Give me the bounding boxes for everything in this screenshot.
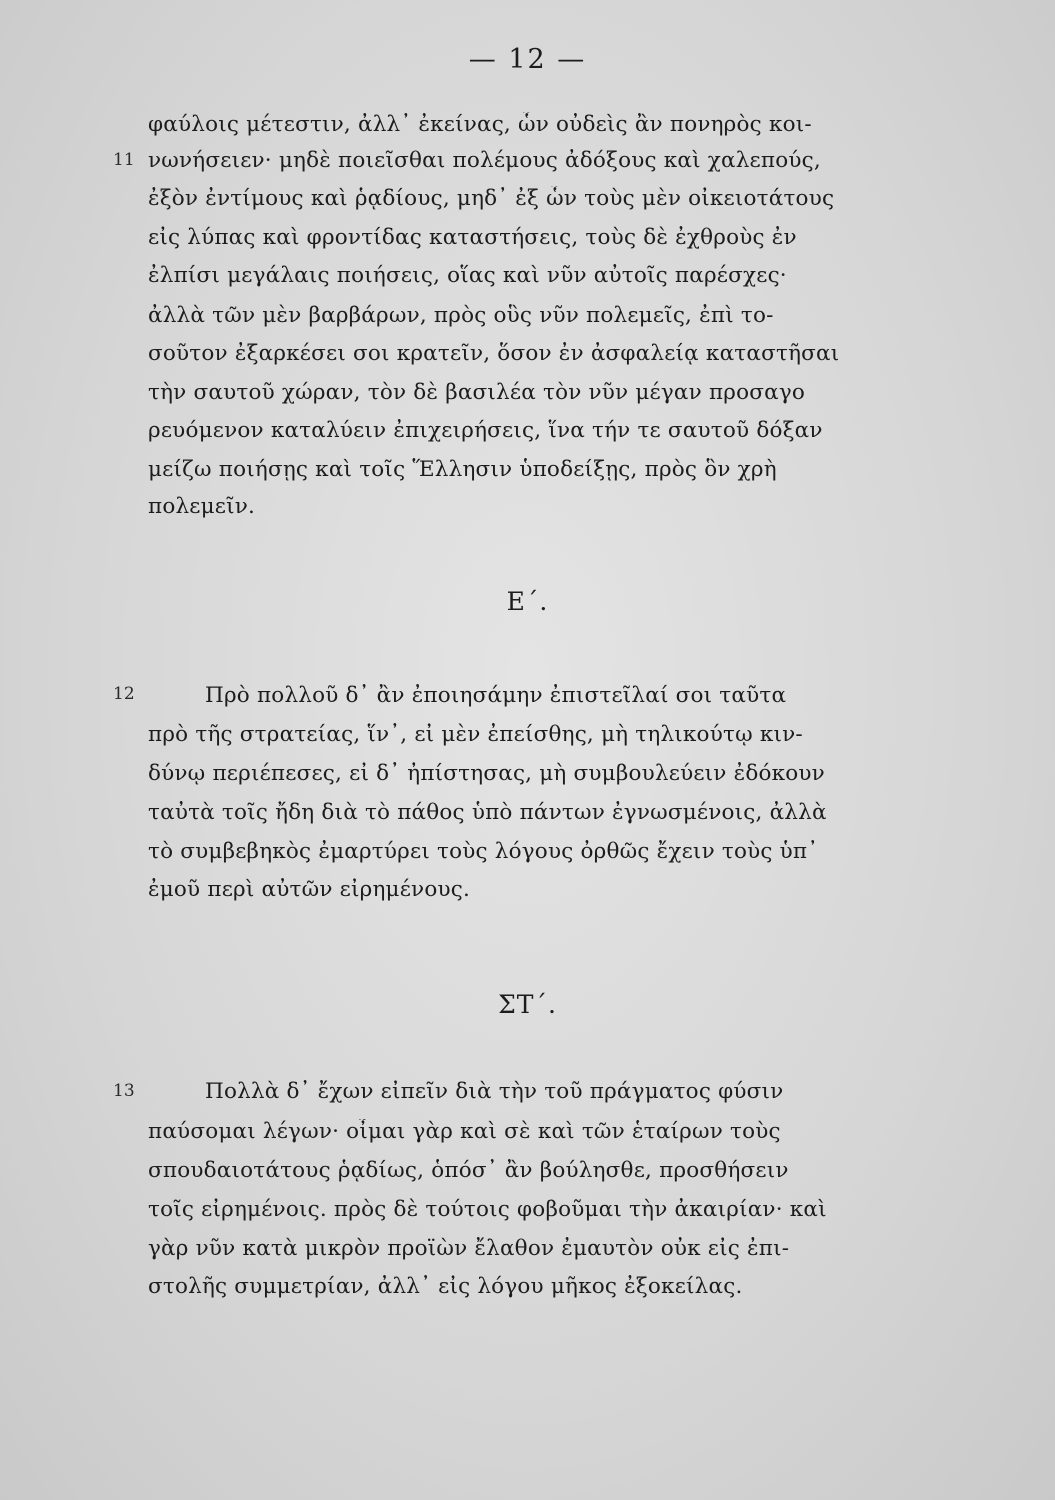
text-line: τὸ συμβεβηκὸς ἐμαρτύρει τοὺς λόγους ὀρθῶς ἔχειν τοὺς ὑπ᾽	[148, 839, 819, 864]
text-line: παύσομαι λέγων· οἶμαι γὰρ καὶ σὲ καὶ τῶν ἑταίρων τοὺς	[148, 1119, 781, 1144]
text-line: ἐξὸν ἐντίμους καὶ ῥᾳδίους, μηδ᾽ ἐξ ὧν τοὺς μὲν οἰκειοτάτους	[148, 186, 835, 211]
text-line: πρὸ τῆς στρατείας, ἵν᾽, εἰ μὲν ἐπείσθης, μὴ τηλικούτῳ κιν-	[148, 722, 803, 747]
text-line: νωνήσειεν· μηδὲ ποιεῖσθαι πολέμους ἀδόξους καὶ χαλεπούς,	[148, 148, 821, 173]
text-line: ρευόμενον καταλύειν ἐπιχειρήσεις, ἵνα τήν τε σαυτοῦ δόξαν	[148, 418, 823, 443]
page-number: — 12 —	[468, 44, 587, 75]
section-heading-e: Ε΄.	[506, 587, 549, 616]
section-heading-st: ΣΤ΄.	[498, 990, 557, 1019]
text-line: τοῖς εἰρημένοις. πρὸς δὲ τούτοις φοβοῦμαι τὴν ἀκαιρίαν· καὶ	[148, 1197, 827, 1222]
text-line: σπουδαιοτάτους ῥᾳδίως, ὁπόσ᾽ ἂν βούλησθε, προσθήσειν	[148, 1158, 789, 1183]
text-line: φαύλοις μέτεστιν, ἀλλ᾽ ἐκείνας, ὧν οὐδεὶς ἂν πονηρὸς κοι-	[148, 112, 812, 137]
text-line: σοῦτον ἐξαρκέσει σοι κρατεῖν, ὅσον ἐν ἀσφαλείᾳ καταστῆσαι	[148, 341, 840, 366]
text-line: Πολλὰ δ᾽ ἔχων εἰπεῖν διὰ τὴν τοῦ πράγματος φύσιν	[205, 1079, 784, 1104]
paragraph-number-11: 11	[113, 150, 135, 170]
text-line: πολεμεῖν.	[148, 494, 256, 519]
text-line: μείζω ποιήσῃς καὶ τοῖς Ἕλλησιν ὑποδείξῃς, πρὸς ὃν χρὴ	[148, 457, 777, 482]
text-line: γὰρ νῦν κατὰ μικρὸν προϊὼν ἔλαθον ἐμαυτὸν οὐκ εἰς ἐπι-	[148, 1236, 790, 1261]
text-line: Πρὸ πολλοῦ δ᾽ ἂν ἐποιησάμην ἐπιστεῖλαί σοι ταῦτα	[205, 683, 787, 708]
text-line: δύνῳ περιέπεσες, εἰ δ᾽ ἠπίστησας, μὴ συμβουλεύειν ἐδόκουν	[148, 761, 825, 786]
text-line: τὴν σαυτοῦ χώραν, τὸν δὲ βασιλέα τὸν νῦν μέγαν προσαγο	[148, 380, 806, 405]
text-line: εἰς λύπας καὶ φροντίδας καταστήσεις, τοὺς δὲ ἐχθροὺς ἐν	[148, 225, 797, 250]
paragraph-number-13: 13	[113, 1081, 135, 1101]
text-line: ἐλπίσι μεγάλαις ποιήσεις, οἵας καὶ νῦν αὐτοῖς παρέσχες·	[148, 263, 787, 288]
paragraph-number-12: 12	[113, 684, 135, 704]
text-line: ταὐτὰ τοῖς ἤδη διὰ τὸ πάθος ὑπὸ πάντων ἐγνωσμένοις, ἀλλὰ	[148, 800, 827, 825]
text-line: ἐμοῦ περὶ αὐτῶν εἰρημένους.	[148, 877, 471, 902]
text-line: στολῆς συμμετρίαν, ἀλλ᾽ εἰς λόγου μῆκος ἐξοκείλας.	[148, 1274, 743, 1299]
text-line: ἀλλὰ τῶν μὲν βαρβάρων, πρὸς οὓς νῦν πολεμεῖς, ἐπὶ το-	[148, 303, 774, 328]
